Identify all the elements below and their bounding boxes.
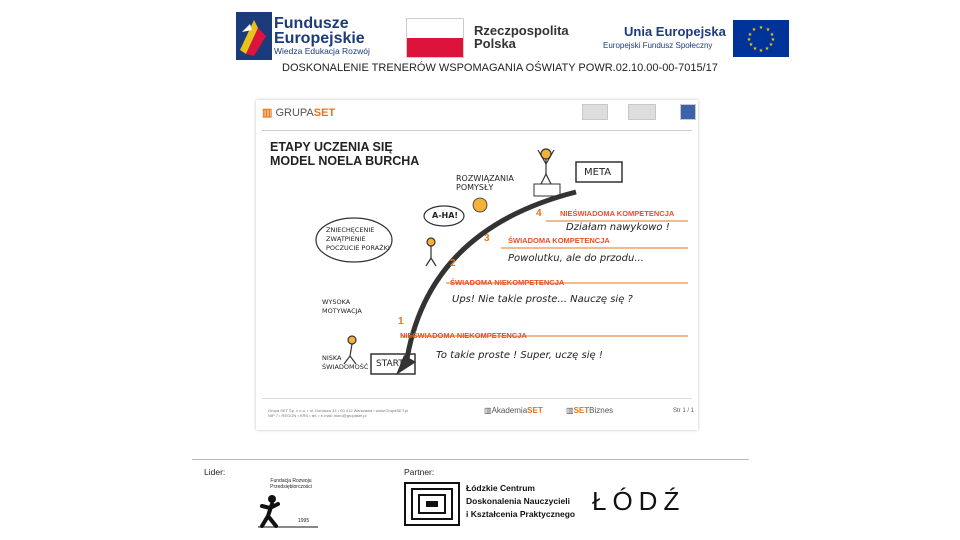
svg-text:★: ★ (765, 27, 771, 33)
high-motivation-text: WYSOKA MOTYWACJA (322, 298, 362, 315)
stage-number: 4 (536, 208, 542, 219)
stage-quote: To takie proste ! Super, uczę się ! (436, 350, 603, 361)
poland-flag (406, 18, 464, 58)
svg-text:★: ★ (758, 48, 764, 54)
slide-title: ETAPY UCZENIA SIĘ MODEL NOELA BURCHA (270, 140, 420, 168)
lcdnikp-name: Łódzkie Centrum Doskonalenia Nauczycieli i Kształcenia Praktycznego (466, 483, 576, 519)
grupaset-logo: ▥ GRUPASET (262, 107, 336, 119)
stage-label: ŚWIADOMA NIEKOMPETENCJA (450, 278, 565, 287)
solution-text: ROZWIĄZANIA POMYSŁY (456, 174, 514, 192)
svg-text:★: ★ (769, 32, 775, 38)
stage-number: 3 (484, 233, 490, 244)
footer-divider (192, 459, 749, 460)
svg-text:★: ★ (747, 32, 753, 38)
lightbulb-icon (473, 198, 487, 212)
stage-label: NIEŚWIADOMA NIEKOMPETENCJA (400, 331, 527, 340)
eu-subtitle: Europejski Fundusz Społeczny (603, 41, 713, 50)
stage-quote: Powolutku, ale do przodu... (508, 253, 644, 264)
akademiaset-logo: ▥AkademiaSET (484, 406, 543, 415)
svg-text:★: ★ (752, 46, 758, 52)
stage-quote: Działam nawykowo ! (566, 222, 670, 233)
svg-text:★: ★ (764, 46, 770, 52)
slide-footer-text: Grupa SET Sp. z o.o. • ul. Górnicza 33 • 00-412 Warszawa • www.GrupaSET.pl NIP 7 • REGON • KRS • tel. • e-mail: biuro@grupaset.pl (268, 408, 409, 418)
setbiznes-logo: ▥SETBiznes (566, 406, 614, 415)
fundacja-year: 1995 (298, 518, 310, 524)
svg-text:★: ★ (770, 37, 776, 43)
partner-label: Partner: (404, 467, 435, 477)
stage-label: NIEŚWIADOMA KOMPETENCJA (560, 209, 675, 218)
slide-footer-divider (262, 398, 692, 399)
lider-label: Lider: (204, 467, 226, 477)
svg-text:★: ★ (751, 27, 757, 33)
svg-text:★: ★ (746, 37, 752, 43)
eu-flag (733, 20, 789, 57)
svg-text:★: ★ (768, 42, 774, 48)
meta-label: META (584, 167, 612, 178)
rp-title: Rzeczpospolita Polska (474, 23, 569, 51)
fundusze-europejskie-logo (236, 12, 272, 60)
fe-subtitle: Wiedza Edukacja Rozwój (274, 46, 370, 56)
lcdnikp-logo (404, 482, 460, 526)
fundacja-name: Fundacja Rozwoju Przedsiębiorczości (270, 478, 312, 490)
aha-text: A-HA! (432, 211, 459, 220)
lodz-logo: ŁÓDŹ (592, 486, 686, 516)
stage-number: 2 (450, 258, 456, 269)
start-label: START (376, 359, 404, 369)
cloud-text: ZNIECHĘCENIE ZWĄTPIENIE POCZUCIE PORAŻKI (326, 226, 390, 252)
learning-diagram (256, 100, 698, 430)
stage-quote: Ups! Nie takie proste... Nauczę się ? (452, 294, 633, 305)
eu-title: Unia Europejska (624, 24, 726, 39)
svg-text:★: ★ (758, 25, 764, 31)
low-awareness-text: NISKA ŚWIADOMOŚĆ (322, 354, 369, 371)
svg-text:★: ★ (748, 42, 754, 48)
slide-page-number: Str 1 / 1 (673, 408, 695, 414)
stage-number: 1 (398, 316, 404, 327)
fe-title: Fundusze Europejskie (274, 15, 365, 47)
stage-label: ŚWIADOMA KOMPETENCJA (508, 236, 610, 245)
project-line: DOSKONALENIE TRENERÓW WSPOMAGANIA OŚWIATY POWR.02.10.00-00-7015/17 (282, 62, 718, 74)
